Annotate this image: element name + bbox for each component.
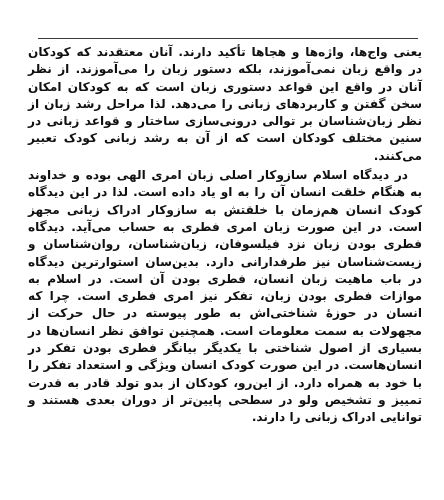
paragraph-2: در دیدگاه اسلام سازوکار اصلی زبان امری الهی بوده و خداوند به هنگام خلقت انسان آن را به او یاد داده است. لذا در این دیدگاه کودک انسان هم‌زمان با خلقتش به سازوکار ادراک زبانی مجهز است. در این صورت زبان امری فطری به حساب می‌آید. دیدگاه فطری بودن زبان نزد فیلسوفان، زبان‌شناسان، روان‌شناسان و زیست‌شناسان نیز طرفدارانی دارد. بدین‌سان استوارترین دیدگاه در باب ماهیت زبان انسان، فطری بودن آن است. در اسلام به موازات فطری بودن زبان، تفکر نیز امری فطری است. چرا که انسان در حوزهٔ شناختی‌اش به طور پیوسته در حال حرکت از مجهولات به سمت معلومات است. همچنین توافق نظر انسان‌ها در بسیاری از اصول شناختی با یکدیگر بیانگر فطری بودن تفکر در انسان‌هاست. در این صورت کودک انسان ویژگی و استعداد تفکر را با خود به همراه دارد. از این‌رو، کودکان از بدو تولد قادر به قدرت تمییز و تشخیص ولو در سطحی پایین‌تر از دوران بعدی هستند و توانایی ادراک زبانی را دارند. <box>28 168 422 425</box>
body-text <box>28 44 422 427</box>
header-rule <box>38 38 418 39</box>
paragraph-1: یعنی واج‌ها، واژه‌ها و هجاها تأکید دارند. آنان معتقدند که کودکان در واقع زبان نمی‌آموزند، بلکه دستور زبان را می‌آموزند. از نظر آنان در واقع این قواعد دستوری زبان است که به کودکان امکان سخن گفتن و کاربردهای زبانی را می‌دهد. لذا مراحل رشد زبان از نظر زبان‌شناسان بر توالی درونی‌سازی ساختار و قواعد زبانی در سنین مختلف کودکان است که از آن به رشد زبانی کودک تعبیر می‌کنند. <box>28 45 422 163</box>
